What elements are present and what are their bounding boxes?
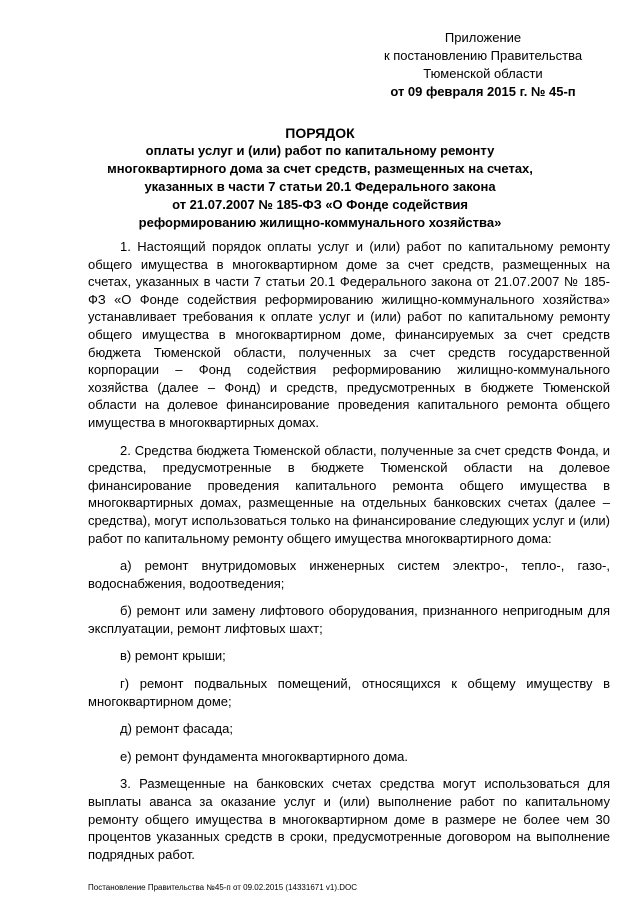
list-item-v: в) ремонт крыши; (120, 648, 226, 664)
title-line-2: многоквартирного дома за счет средств, размещенных на счетах, (107, 161, 533, 176)
appendix-region: Тюменской области (423, 66, 543, 81)
paragraph-3: 3. Размещенные на банковских счетах средства могут использоваться для выплаты аванса за оказание услуг и (или) выполнение работ по капитальному ремонту общего имущества в многоквартирном доме в размере не более чем 30 процентов указанных средств в сроки, предусмотренные договором на выполнение подрядных работ. (88, 776, 610, 862)
list-item-g: г) ремонт подвальных помещений, относящихся к общему имуществу в многоквартирном доме; (88, 676, 610, 709)
title-line-1: оплаты услуг и (или) работ по капитальному ремонту (145, 143, 495, 158)
list-item-d: д) ремонт фасада; (120, 721, 233, 737)
list-item-b: б) ремонт или замену лифтового оборудования, признанного непригодным для эксплуатации, ремонт лифтовых шахт; (88, 603, 610, 636)
document-title (80, 124, 560, 232)
title-heading: ПОРЯДОК (285, 125, 355, 141)
title-line-3: указанных в части 7 статьи 20.1 Федерального закона (144, 179, 496, 194)
file-footer: Постановление Правительства №45-п от 09.02.2015 (14331671 v1).DOC (88, 883, 358, 892)
paragraph-1: 1. Настоящий порядок оплаты услуг и (или) работ по капитальному ремонту общего имущества в многоквартирном доме за счет средств, размещенных на счетах, указанных в части 7 статьи 20.1 Федерального закона от 21.07.2007 № 185-ФЗ «О Фонде содействия реформированию жилищно-коммунального хозяйства» устанавливает требования к оплате услуг и (или) работ по капитальному ремонту общего имущества в многоквартирном доме, финансируемых за счет средств бюджета Тюменской области, полученных за счет средств государственной корпорации – Фонд содействия реформированию жилищно-коммунального хозяйства (далее – Фонд) и средств, предусмотренных в бюджете Тюменской области на долевое финансирование проведения капитального ремонта общего имущества в многоквартирных домах. (88, 239, 610, 430)
appendix-label: Приложение (444, 30, 522, 45)
appendix-resolution: к постановлению Правительства (383, 48, 583, 63)
document-body (88, 238, 610, 869)
appendix-date-number: от 09 февраля 2015 г. № 45-п (390, 84, 576, 99)
list-item-e: е) ремонт фундамента многоквартирного дома. (120, 748, 408, 764)
title-line-4: от 21.07.2007 № 185-ФЗ «О Фонде содействия (172, 197, 468, 212)
list-item-a: а) ремонт внутридомовых инженерных систем электро-, тепло-, газо-, водоснабжения, водоотведения; (88, 558, 610, 591)
paragraph-2: 2. Средства бюджета Тюменской области, полученные за счет средств Фонда, и средства, предусмотренные в бюджете Тюменской области на долевое финансирование проведения капитального ремонта общего имущества в многоквартирных домах, размещенные на отдельных банковских счетах (далее – средства), могут использоваться только на финансирование следующих услуг и (или) работ по капитальному ремонту общего имущества многоквартирного дома: (88, 442, 610, 546)
appendix-block (358, 29, 608, 101)
title-line-5: реформированию жилищно-коммунального хозяйства» (138, 215, 502, 230)
